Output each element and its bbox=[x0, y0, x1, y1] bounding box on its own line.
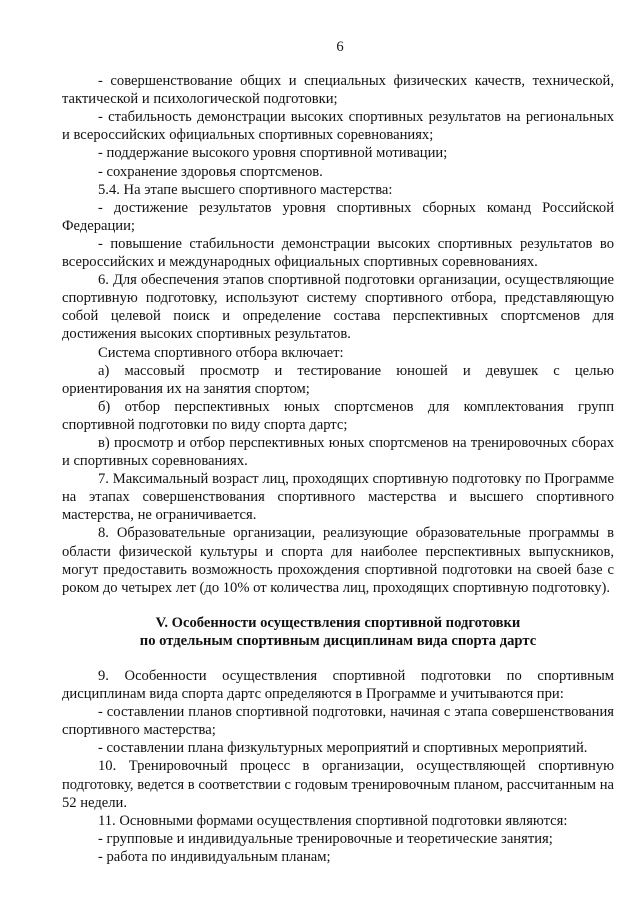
paragraph: - достижение результатов уровня спортивных сборных команд Российской Федерации; bbox=[62, 199, 614, 234]
section-heading-line-2: по отдельным спортивным дисциплинам вида спорта дартс bbox=[139, 632, 537, 649]
paragraph: 5.4. На этапе высшего спортивного мастерства: bbox=[98, 181, 393, 198]
paragraph: 9. Особенности осуществления спортивной подготовки по спортивным дисциплинам вида спорта дартс определяются в Программе и учитываются при: bbox=[62, 668, 614, 703]
paragraph: - составлении плана физкультурных мероприятий и спортивных мероприятий. bbox=[98, 740, 588, 757]
paragraph: 11. Основными формами осуществления спортивной подготовки являются: bbox=[98, 812, 568, 829]
paragraph: - работа по индивидуальным планам; bbox=[98, 848, 331, 865]
paragraph: - повышение стабильности демонстрации высоких спортивных результатов во всероссийских и международных официальных спортивных соревнованиях. bbox=[62, 235, 614, 271]
paragraph-block-bottom bbox=[62, 667, 614, 866]
paragraph: б) отбор перспективных юных спортсменов для комплектования групп спортивной подготовки по виду спорта дартс; bbox=[62, 398, 614, 433]
section-heading bbox=[62, 614, 614, 650]
paragraph: 7. Максимальный возраст лиц, проходящих спортивную подготовку по Программе на этапах совершенствования спортивного мастерства и высшего спортивного мастерства, не ограничивается. bbox=[62, 471, 614, 524]
paragraph: 6. Для обеспечения этапов спортивной подготовки организации, осуществляющие спортивную подготовку, используют систему спортивного отбора, представляющую собой целевой поиск и определение состава перспективных спортсменов для достижения высоких спортивных результатов. bbox=[62, 272, 614, 343]
paragraph: - стабильность демонстрации высоких спортивных результатов на региональных и всероссийских официальных спортивных соревнованиях; bbox=[62, 109, 614, 144]
paragraph: 10. Тренировочный процесс в организации, осуществляющей спортивную подготовку, ведется в соответствии с годовым тренировочным планом, рассчитанным на 52 недели. bbox=[62, 758, 614, 811]
paragraph: в) просмотр и отбор перспективных юных спортсменов на тренировочных сборах и спортивных соревнованиях. bbox=[62, 434, 614, 470]
paragraph: Система спортивного отбора включает: bbox=[98, 344, 344, 361]
paragraph: а) массовый просмотр и тестирование юношей и девушек с целью ориентирования их на занятия спортом; bbox=[62, 362, 614, 397]
paragraph: - сохранение здоровья спортсменов. bbox=[98, 163, 323, 180]
paragraph: - групповые и индивидуальные тренировочные и теоретические занятия; bbox=[98, 830, 553, 847]
paragraph: - составлении планов спортивной подготовки, начиная с этапа совершенствования спортивного мастерства; bbox=[62, 704, 614, 739]
paragraph-block-top bbox=[62, 72, 614, 597]
document-page bbox=[62, 38, 614, 866]
paragraph: - совершенствование общих и специальных физических качеств, технической, тактической и психологической подготовки; bbox=[62, 73, 614, 108]
paragraph: - поддержание высокого уровня спортивной мотивации; bbox=[98, 145, 448, 162]
paragraph: 8. Образовательные организации, реализующие образовательные программы в области физической культуры и спорта для наиболее перспективных выпускников, могут предоставить возможность прохождения спортивной подготовки на своей базе с роком до четырех лет (до 10% от количества лиц, проходящих спортивную подготовку). bbox=[62, 525, 614, 596]
section-heading-line-1: V. Особенности осуществления спортивной подготовки bbox=[155, 614, 521, 631]
page-number: 6 bbox=[336, 39, 344, 55]
